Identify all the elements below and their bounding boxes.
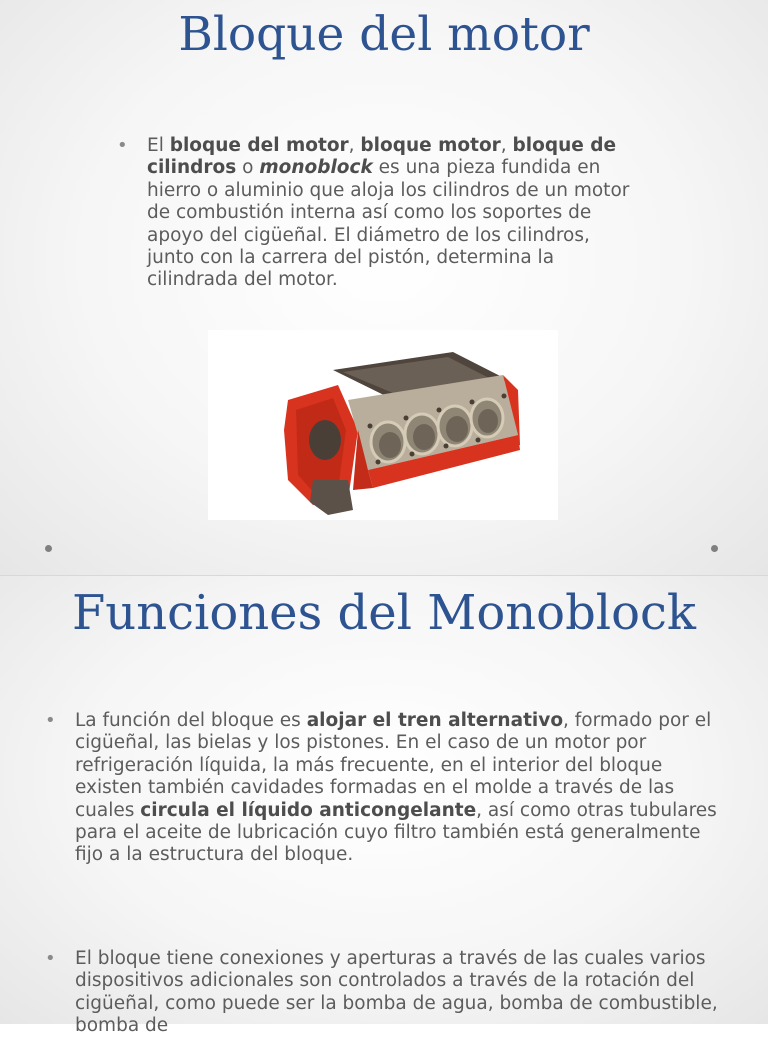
bullet-marker: • — [45, 710, 56, 731]
slide-title: Funciones del Monoblock — [71, 585, 697, 641]
bold-term: bloque de cilindros — [147, 135, 617, 179]
bullet-paragraph: • El bloque del motor, bloque motor, bloque de cilindros o monoblock es una pieza fundida en hierro o aluminio que aloja los cilindros de un motor de combustión interna así como los soportes de apoyo del cigüeñal. El diámetro de los cilindros, junto con la carrera del pistón, determina la cilindrada del motor. — [117, 135, 630, 291]
bold-term: circula el líquido anticongelante — [140, 799, 477, 821]
bold-term: bloque motor — [360, 135, 501, 156]
italic-term: monoblock — [259, 157, 373, 179]
bullet-paragraph: • La función del bloque es alojar el tren alternativo, formado por el cigüeñal, las bielas y los pistones. En el caso de un motor por refrigeración líquida, la más frecuente, en el interior del bloque existen también cavidades formadas en el molde a través de las cuales circula el líquido anticongelante, así como otras tubulares para el aceite de lubricación cuyo filtro también está generalmente fijo a la estructura del bloque. — [45, 710, 717, 866]
engine-block-illustration — [208, 330, 558, 520]
slide-corner-dot — [711, 545, 718, 552]
bullet-paragraph: • El bloque tiene conexiones y aperturas a través de las cuales varios dispositivos adicionales son controlados a través de la rotación del cigüeñal, como puede ser la bomba de agua, bomba de combustible, bomba de — [45, 948, 718, 1037]
engine-block-photo — [208, 330, 558, 520]
slide-corner-dot — [45, 545, 52, 552]
bold-term: bloque del motor — [169, 135, 349, 156]
slide-title: Bloque del motor — [178, 7, 590, 62]
slide-funciones-del-monoblock — [0, 576, 768, 1037]
bold-term: alojar el tren alternativo — [306, 710, 564, 731]
bullet-marker: • — [117, 135, 128, 156]
bullet-marker: • — [45, 948, 56, 969]
